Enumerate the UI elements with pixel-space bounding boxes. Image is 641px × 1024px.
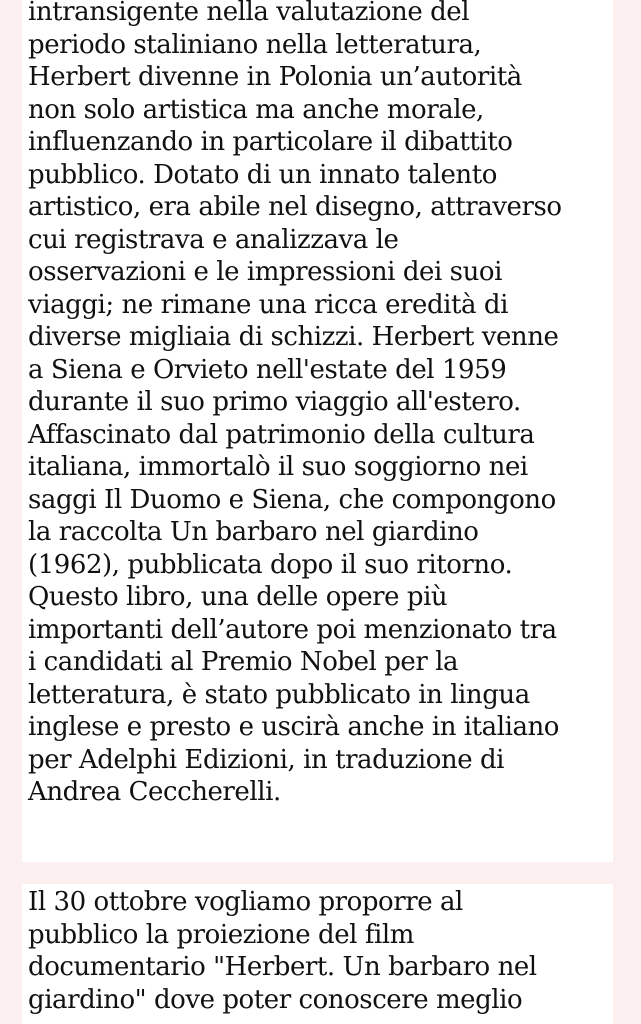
paragraph-block [22, 0, 613, 862]
text-line: letteratura, è stato pubblicato in lingua [28, 679, 530, 710]
text-line: pubblico la proiezione del film [28, 919, 414, 950]
text-line: durante il suo primo viaggio all'estero. [28, 387, 521, 417]
text-line: Herbert divenne in Polonia un’autorità [28, 62, 522, 92]
text-line: italiana, immortalò il suo soggiorno nei [28, 452, 528, 482]
text-line: documentario "Herbert. Un barbaro nel [28, 952, 537, 982]
text-line: non solo artistica ma anche morale, [28, 94, 484, 125]
text-line: a Siena e Orvieto nell'estate del 1959 [28, 354, 507, 385]
paragraph-text [28, 884, 607, 1016]
text-line: diverse migliaia di schizzi. Herbert venne [28, 322, 559, 352]
text-line: viaggi; ne rimane una ricca eredità di [28, 289, 508, 320]
text-line: inglese e presto e uscirà anche in italiano [28, 712, 560, 742]
text-line: osservazioni e le impressioni dei suoi [28, 257, 502, 287]
text-line: influenzando in particolare il dibattito [28, 127, 513, 157]
text-line: i candidati al Premio Nobel per la [28, 647, 459, 677]
text-line: giardino" dove poter conoscere meglio [28, 984, 523, 1015]
text-line: Il 30 ottobre vogliamo proporre al [28, 887, 463, 917]
text-line: (1962), pubblicata dopo il suo ritorno. [28, 549, 513, 580]
text-line: Affascinato dal patrimonio della cultura [28, 419, 535, 450]
text-line: Andrea Ceccherelli. [28, 777, 281, 807]
text-line: pubblico. Dotato di un innato talento [28, 159, 497, 190]
paragraph-block [22, 884, 613, 1024]
text-line: Questo libro, una delle opere più [28, 582, 448, 612]
text-line: periodo staliniano nella letteratura, [28, 29, 482, 60]
text-line: saggi Il Duomo e Siena, che compongono [28, 484, 556, 515]
text-line: per Adelphi Edizioni, in traduzione di [28, 744, 505, 775]
text-line: cui registrava e analizzava le [28, 224, 399, 255]
text-line: importanti dell’autore poi menzionato tra [28, 614, 557, 645]
paragraph-text [28, 0, 607, 809]
text-line: la raccolta Un barbaro nel giardino [28, 517, 479, 547]
text-line: artistico, era abile nel disegno, attraverso [28, 192, 562, 222]
text-line: intransigente nella valutazione del [28, 0, 470, 27]
